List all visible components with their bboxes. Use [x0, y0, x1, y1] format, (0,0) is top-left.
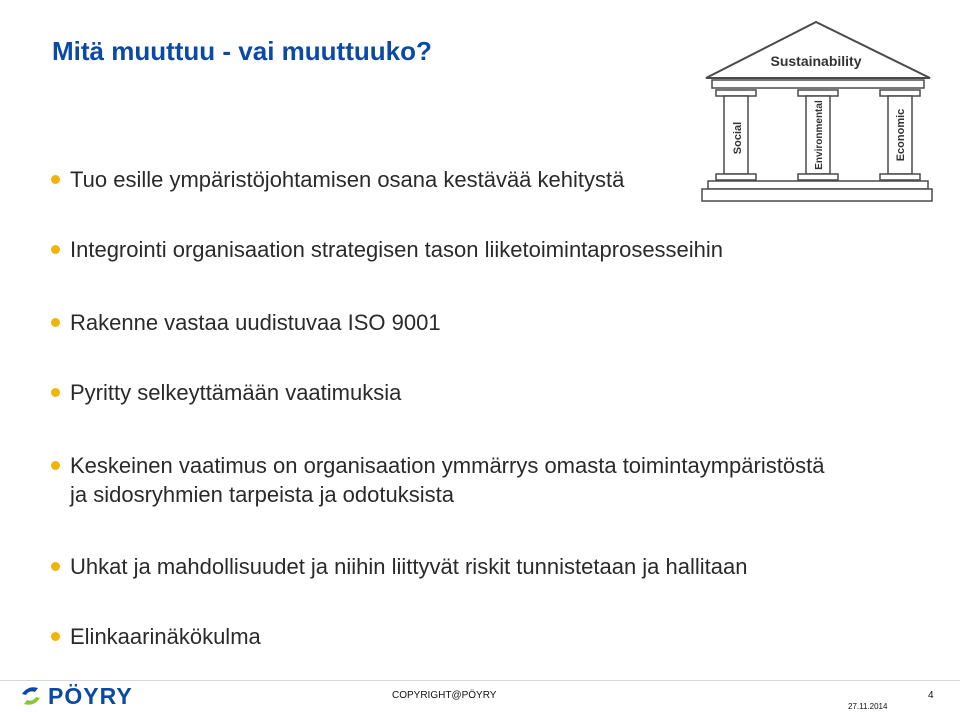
bullet-text: Rakenne vastaa uudistuvaa ISO 9001	[70, 310, 441, 335]
bullet-item	[70, 378, 401, 407]
roof-beam	[712, 80, 924, 88]
bullet-dot-icon	[51, 318, 60, 327]
pillar-social-base	[716, 174, 756, 180]
logo-swirl-top	[22, 687, 38, 695]
logo-swirl-bottom	[24, 697, 40, 705]
bullet-text: Tuo esille ympäristöjohtamisen osana kestävää kehitystä	[70, 167, 625, 192]
pillar-label-environmental: Environmental	[814, 100, 825, 170]
sustainability-pillars-diagram	[700, 18, 936, 208]
bullet-item	[70, 235, 723, 264]
bullet-item	[70, 622, 261, 651]
temple-step-lower	[702, 189, 932, 201]
logo-wordmark: PÖYRY	[48, 683, 133, 709]
bullet-dot-icon	[51, 632, 60, 641]
pillar-environmental-cap	[798, 90, 838, 96]
bullet-text: Uhkat ja mahdollisuudet ja niihin liittyvät riskit tunnistetaan ja hallitaan	[70, 554, 748, 579]
footer-copyright: COPYRIGHT@PÖYRY	[392, 690, 497, 701]
roof-shape	[706, 22, 930, 78]
bullet-text-continued: ja sidosryhmien tarpeista ja odotuksista	[70, 482, 454, 507]
bullet-text: Keskeinen vaatimus on organisaation ymmärrys omasta toimintaympäristöstä	[70, 453, 825, 478]
pillar-label-social: Social	[732, 121, 744, 155]
roof-label: Sustainability	[770, 53, 862, 69]
bullet-dot-icon	[51, 245, 60, 254]
footer-divider	[0, 680, 960, 681]
temple-step-upper	[708, 181, 928, 189]
footer-date: 27.11.2014	[848, 702, 888, 711]
pillar-label-economic: Economic	[895, 108, 907, 162]
bullet-item	[70, 552, 747, 581]
bullet-text: Pyritty selkeyttämään vaatimuksia	[70, 380, 402, 405]
bullet-item	[70, 451, 824, 509]
slide-title: Mitä muuttuu - vai muuttuuko?	[52, 36, 432, 66]
pillar-economic-base	[880, 174, 920, 180]
pillar-economic-cap	[880, 90, 920, 96]
bullet-item	[70, 308, 441, 337]
bullet-dot-icon	[51, 388, 60, 397]
bullet-item	[70, 165, 624, 194]
bullet-dot-icon	[51, 562, 60, 571]
bullet-dot-icon	[51, 175, 60, 184]
page-number: 4	[928, 690, 934, 701]
bullet-dot-icon	[51, 461, 60, 470]
pillar-social-cap	[716, 90, 756, 96]
bullet-text: Integrointi organisaation strategisen tason liiketoimintaprosesseihin	[70, 237, 724, 262]
pillar-environmental-base	[798, 174, 838, 180]
bullet-text: Elinkaarinäkökulma	[70, 624, 261, 649]
